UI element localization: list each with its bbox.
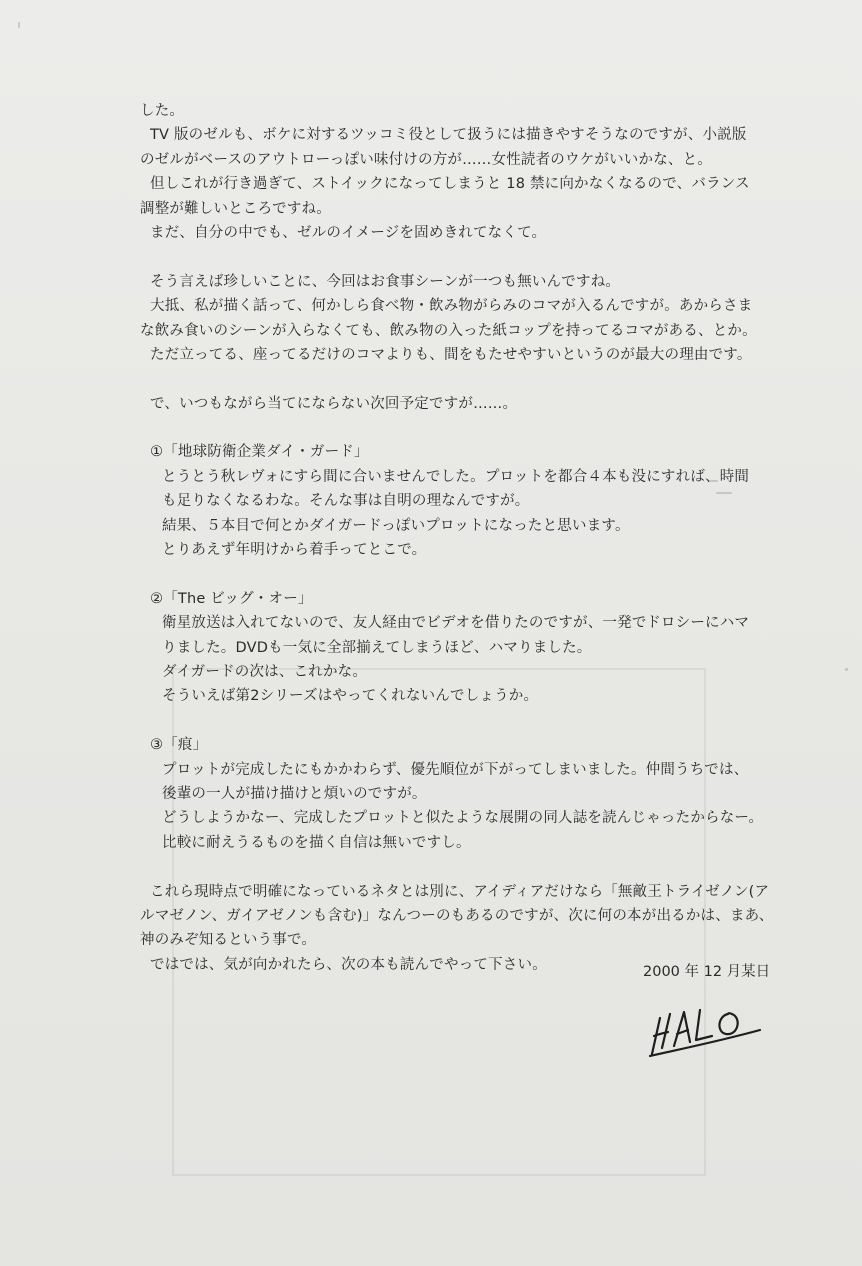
text-line: ではでは、気が向かれたら、次の本も読んでやって下さい。 bbox=[150, 956, 547, 973]
blank-line bbox=[140, 367, 790, 391]
handwritten-signature bbox=[646, 996, 766, 1060]
text-line: とうとう秋レヴォにすら間に合いませんでした。プロットを都合４本も没にすれば、時間 bbox=[162, 468, 750, 485]
text-line: プロットが完成したにもかかわらず、優先順位が下がってしまいました。仲間うちでは、 bbox=[162, 761, 749, 778]
text-line: ルマゼノン、ガイアゼノンも含む)」なんつーのもあるのですが、次に何の本が出るかは、まあ、 bbox=[140, 907, 774, 924]
blank-line bbox=[140, 416, 790, 440]
text-line: そう言えば珍しいことに、今回はお食事シーンが一つも無いんですね。 bbox=[150, 273, 621, 290]
text-line: そういえば第2シリーズはやってくれないんでしょうか。 bbox=[162, 688, 539, 705]
blank-line bbox=[140, 709, 790, 733]
text-line: ③「痕」 bbox=[150, 737, 208, 754]
text-line: 衛星放送は入れてないので、友人経由でビデオを借りたのですが、一発でドロシーにハマ bbox=[162, 615, 750, 632]
text-line: 後輩の一人が描け描けと煩いのですが。 bbox=[162, 785, 427, 802]
text-line: も足りなくなるわな。そんな事は自明の理なんですが。 bbox=[162, 493, 530, 510]
text-line: まだ、自分の中でも、ゼルのイメージを固めきれてなくて。 bbox=[150, 224, 547, 241]
text-line: ダイガードの次は、これかな。 bbox=[162, 663, 368, 680]
text-line: これら現時点で明確になっているネタとは別に、アイディアだけなら「無敵王トライゼノン(ア bbox=[150, 883, 770, 900]
text-line: ②「The ビッグ・オー」 bbox=[150, 590, 313, 607]
blank-line bbox=[140, 562, 790, 586]
text-line: どうしようかなー、完成したプロットと似たような展開の同人誌を読んじゃったからなー。 bbox=[162, 810, 764, 827]
text-line: ただ立ってる、座ってるだけのコマよりも、間をもたせやすいというのが最大の理由です。 bbox=[150, 346, 752, 363]
text-line: 比較に耐えうるものを描く自信は無いですし。 bbox=[162, 834, 471, 851]
text-line: 神のみぞ知るという事で。 bbox=[140, 932, 317, 949]
text-line: で、いつもながら当てにならない次回予定ですが……。 bbox=[150, 395, 518, 412]
blank-line bbox=[140, 245, 790, 269]
signature-halo-icon bbox=[646, 996, 766, 1060]
text-line: のゼルがベースのアウトローっぽい味付けの方が……女性読者のウケがいいかな、と。 bbox=[140, 151, 712, 168]
text-line: 結果、５本目で何とかダイガードっぽいプロットになったと思います。 bbox=[162, 517, 630, 534]
text-line: りました。DVDも一気に全部揃えてしまうほど、ハマりました。 bbox=[162, 639, 592, 656]
text-line: とりあえず年明けから着手ってとこで。 bbox=[162, 542, 427, 559]
blank-line bbox=[140, 855, 790, 879]
text-line: ①「地球防衛企業ダイ・ガード」 bbox=[150, 444, 369, 461]
afterword-text bbox=[140, 99, 790, 977]
text-line: な飲み食いのシーンが入らなくても、飲み物の入った紙コップを持ってるコマがある、とか。 bbox=[140, 322, 757, 339]
text-line: 但しこれが行き過ぎて、ストイックになってしまうと 18 禁に向かなくなるので、バランス bbox=[150, 176, 750, 193]
text-line: 調整が難しいところですね。 bbox=[140, 200, 331, 217]
date-line: 2000 年 12 月某日 bbox=[643, 964, 771, 980]
text-line: TV 版のゼルも、ボケに対するツッコミ役として扱うには描きやすそうなのですが、小説版 bbox=[150, 127, 747, 144]
text-line: した。 bbox=[140, 103, 185, 119]
text-line: 大抵、私が描く話って、何かしら食べ物・飲み物がらみのコマが入るんですが。あからさま bbox=[150, 298, 753, 315]
